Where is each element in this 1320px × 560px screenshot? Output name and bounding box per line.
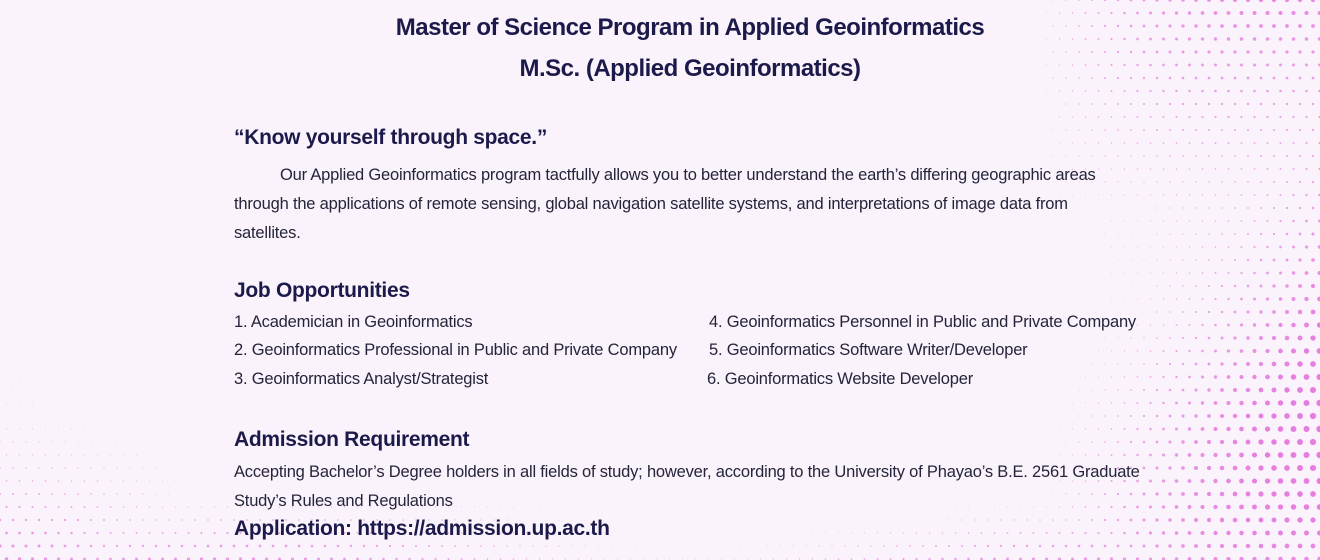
program-description <box>234 161 1114 248</box>
job-item: 3. Geoinformatics Analyst/Strategist <box>234 370 489 388</box>
job-item: 5. Geoinformatics Software Writer/Developer <box>709 341 1028 359</box>
admission-heading: Admission Requirement <box>234 428 470 451</box>
job-item: 4. Geoinformatics Personnel in Public and Private Company <box>709 313 1136 331</box>
program-description-text: Our Applied Geoinformatics program tactfully allows you to better understand the earth’s differing geographic areas through the applications of remote sensing, global navigation satellite systems, and interpretations of image data from satellites. <box>234 166 1096 242</box>
job-item: 2. Geoinformatics Professional in Public and Private Company <box>234 341 677 359</box>
application-url: Application: https://admission.up.ac.th <box>234 517 610 540</box>
degree-abbreviation: M.Sc. (Applied Geoinformatics) <box>519 55 861 82</box>
job-item: 6. Geoinformatics Website Developer <box>707 370 973 388</box>
job-item: 1. Academician in Geoinformatics <box>234 313 473 331</box>
program-slogan: “Know yourself through space.” <box>234 126 548 149</box>
job-opportunities-heading: Job Opportunities <box>234 279 410 302</box>
admission-requirement-text: Accepting Bachelor’s Degree holders in all fields of study; however, according to the University of Phayao’s B.E. 2561 Graduate Study’s Rules and Regulations <box>234 463 1140 510</box>
program-title: Master of Science Program in Applied Geoinformatics <box>395 14 985 41</box>
